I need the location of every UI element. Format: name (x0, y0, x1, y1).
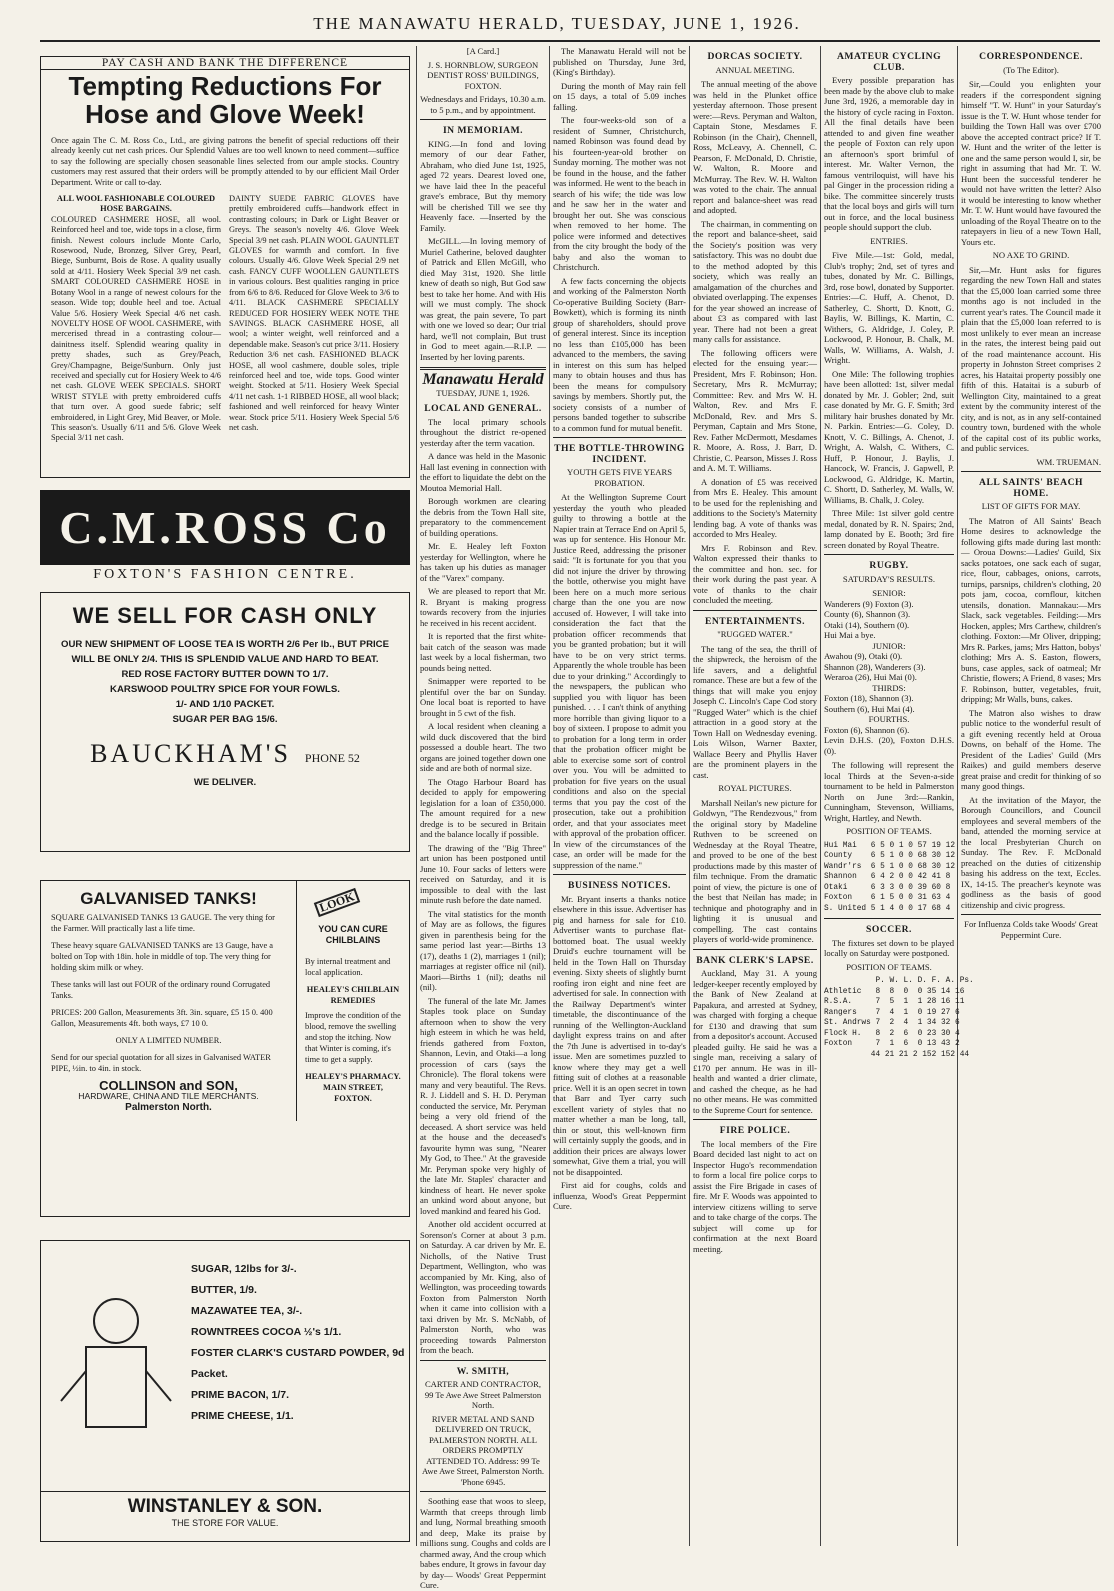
local-general-heading: LOCAL AND GENERAL. (424, 403, 542, 414)
letter-signature: NO AXE TO GRIND. (992, 250, 1070, 260)
news-paragraph: The fixtures set down to be played locally on Saturday were postponed. (824, 937, 954, 958)
news-paragraph: The Manawatu Herald will not be published on Thursday, June 3rd, (King's Birthday). (553, 46, 686, 77)
column-divider (689, 46, 690, 1546)
masthead-rule (40, 40, 1100, 42)
store-name: BAUCKHAM'S (90, 739, 291, 768)
column-2 (420, 46, 546, 1590)
news-paragraph: The Matron also wishes to draw public notice to the wonderful result of a gift evening recently held at Oroua Downs, on behalf of the Home. The President of the Ladies' Guild (Mrs Raikes) and guild members deserve great praise and credit for thinking of so many good things. (961, 707, 1101, 791)
soccer-table: P. W. L. D. F. A. Ps. Athletic 8 8 0 0 35 14 16 R.S.A. 7 5 1 1 28 16 11 Rangers 7 4 1 0 19 27 6 St. Andrws 7 2 4 1 34 32 6 Flock H. 8 2 6 0 23 30 4 Foxton 7 1 6 0 13 43 2 44 21 21 2 152 152 44 (824, 977, 974, 1059)
dentist-hours: Wednesdays and Fridays, 10.30 a.m. to 5 p.m., and by appointment. (420, 94, 546, 115)
rugby-result: Otaki (14), Southern (0). (824, 619, 910, 630)
news-paragraph: The local primary schools throughout the district re-opened yesterday after the term vacation. (420, 416, 546, 448)
cash-line: 1/- AND 1/10 PACKET. (175, 699, 275, 710)
grocery-item: MAZAWATEE TEA, 3/-. (191, 1305, 303, 1317)
column-3 (553, 46, 686, 1546)
news-paragraph: The annual meeting of the above was held in the Plunket office yesterday afternoon. Those present were:—Revs. Peryman and Walton, Captain Stone, Mesdames F. Robinson (in the Chair), Chennell, Ross, McLeavy, A. Chennell, C. Pearson, F. McDonald, D. Christie, W. Walton, R. Moore and McMurray. The Rev. W. H. Walton was voted to the chair. The annual report and balance-sheet was read and adopted. (693, 79, 817, 215)
news-paragraph: The local members of the Fire Board decided last night to act on Inspector Hugo's recommendation to form a local fire police corps to assist the Fire Brigade in cases of fire. Mr F. Woods was appointed to interview citizens willing to serve and to take charge of the corps. The subject will come up for confirmation at the next Board meeting. (693, 1138, 817, 1254)
issue-date: TUESDAY, JUNE 1, 1926. (436, 387, 530, 398)
bank-clerk-heading: BANK CLERK'S LAPSE. (696, 954, 814, 966)
fire-police-heading: FIRE POLICE. (719, 1125, 791, 1136)
smith-body: RIVER METAL AND SAND DELIVERED ON TRUCK, PALMERSTON NORTH. ALL ORDERS PROMPTLY ATTENDED TO. Address: 99 Te Awe Awe Street, Palmerston North. 'Phone 6945. (421, 1413, 545, 1487)
hose-bargains-text: COLOURED CASHMERE HOSE, all wool. Reinforced heel and toe, wide tops in a close, firm finish. Newest colours include Monte Carlo, Rosewood, Nude, Bronzeg, Silver Grey, Pearl, Biege, Sunburnt, Bois de Rose. A quality usually sold at 4/11. Hosiery Week Special 3/9 net cash. SMART COLOURED CASHMERE HOSE in Botany Wool in a range of newest colours for the season. Wide top; double heel and toe. Actual Value 5/6. Hosiery Week Special 4/6 net cash. NOVELTY HOSE OF WOOL CASHMERE, with mercerised thread in a contrasting colour—dainitness itself. Splendid wearing quality in pretty shades, such as Grey/Peach, Grey/Champagne, Beige/Sunburn. Only just received and specially cut for Hosiery Week to 4/6 net cash. GLOVE WEEK SPECIALS. SHORT WRIST STYLE with pretty embroidered cuffs that turn over. A good suede fabric; self embroidered, in Light Grey, Mid Beaver, or Mole. This season's. Usually 6/11 and 5/6. Glove Week Special 3/11 net cash. (51, 214, 221, 443)
column-6 (961, 46, 1101, 1546)
rugby-result: Shannon (28), Wanderers (3). (824, 661, 926, 672)
dorcas-heading: DORCAS SOCIETY. (707, 51, 803, 62)
soccer-position-heading: POSITION OF TEAMS. (846, 961, 932, 972)
rugby-result: THIRDS: (872, 682, 906, 693)
news-paragraph: The following will represent the local Thirds at the Seven-a-side tournament to be held in Palmerston North on June 3rd:—Rankin, Cunningham, Stevenson, Williams, Wright, Hartley, and Newth. (824, 760, 954, 823)
rugby-heading: RUGBY. (869, 560, 909, 571)
card-label: [A Card.] (466, 46, 500, 56)
memoriam-entry: KING.—In fond and loving memory of our dear Father, Abraham, who died June 1st, 1925, aged 72 years. Dearest loved one, we have laid thee In the peaceful grave's embrace, But thy memory will be cherished Till we see thy Heavenly face. —Inserted by the Family. (420, 138, 546, 233)
rugby-result: Foxton (6), Shannon (6). (824, 724, 910, 735)
entertainments-heading: ENTERTAINMENTS. (704, 615, 805, 627)
business-notices-heading: BUSINESS NOTICES. (568, 880, 671, 891)
bottle-heading: THE BOTTLE-THROWING INCIDENT. (554, 443, 685, 465)
news-paragraph: At the invitation of the Mayor, the Borough Councillors, and Council employees and several members of the band, attended the morning service at the local Presbyterian Church on Sunday. The Rev. F. McDonald preached on the duties of citizenship basing his address on the text, Eccles. IX, 14-15. The preacher's keynote was godliness as the basis of good citizenship and civic progress. (961, 794, 1101, 910)
soccer-heading: SOCCER. (866, 924, 912, 935)
column-divider (416, 46, 417, 1546)
royal-pictures-heading: ROYAL PICTURES. (718, 783, 792, 793)
column-divider (957, 46, 958, 1546)
dorcas-subheading: ANNUAL MEETING. (715, 64, 795, 75)
entries-heading: ENTRIES. (870, 235, 908, 246)
letter-paragraph: Sir,—Could you enlighten your readers if the correspondent signing himself "T. W. Hunt" in your Saturday's issue is the T. W. Hunt whose tender for building the Town Hall was over £700 above the accepted contract price? If T. W. Hunt and the writer of the letter is one and the same person would I, sir, be right in assuming that had Mr. T. W. Hunt been the successful tenderer he would not have written the letter? Also it would be interesting to know whether Mr. T. W. Hunt would have favoured the unloading of the Royal Theatre on to the ratepayers in lieu of a new Town Hall, Yours etc. (961, 79, 1101, 247)
cash-line: RED ROSE FACTORY BUTTER DOWN TO 1/7. (121, 669, 329, 680)
news-paragraph: Five Mile.—1st: Gold, medal, Club's trophy; 2nd, set of tyres and tubes, donated by Mr. C. Billings, 3rd, rose bowl, donated by Supporter. Entries:—C. Huff, A. Chenot, D. Satherley, C. Shortt, D. Knott, G. Baylis, W. Billings, K. Martin, C. Withers, G. Aldridge, J. Coley, P. Lockwood, P. Honour, B. Chalk, M. Walls, W. Williams, A. Walsh, J. Wright. (824, 250, 954, 365)
news-paragraph: Another old accident occurred at Sorenson's Corner at about 3 p.m. on Saturday. A car driven by Mr. E. Nicholls, of the Native Trust Department, Wellington, who was accompanied by Mr. King, also of Wellington, was proceeding towards Foxton from Palmerston North when it came into collision with a taxi driven by Mr. S. McNabb, of Palmerston North, who was proceeding towards Palmerston from the beach. (420, 1219, 546, 1355)
store-phone: PHONE 52 (304, 751, 360, 765)
column-divider (549, 46, 550, 1546)
winstanley-advert (40, 1240, 410, 1542)
news-paragraph: We are pleased to report that Mr. R. Bryant is making progress towards recovery from the injuries he received in his recent accident. (420, 586, 546, 628)
correspondence-heading: CORRESPONDENCE. (979, 51, 1083, 62)
entertainments-subheading: "RUGGED WATER." (717, 629, 793, 639)
healeys-remedies: HEALEY'S CHILBLAIN REMEDIES (306, 985, 400, 1005)
chilblain-treatment: By internal treatment and local application. (305, 957, 391, 977)
grocery-item: SUGAR, 12lbs for 3/-. (191, 1263, 297, 1275)
news-paragraph: Snimapper were reported to be plentiful over the bar on Sunday. One local boat is reported to have brought in 5 cwt of the fish. (420, 676, 546, 718)
cash-line: SUGAR PER BAG 15/6. (172, 714, 278, 725)
influenza-notice: For Influenza Colds take Woods' Great Peppermint Cure. (964, 919, 1098, 940)
dentist-card: J. S. HORNBLOW, SURGEON DENTIST ROSS' BUILDINGS, FOXTON. (427, 59, 539, 91)
news-paragraph: Borough workmen are clearing the debris from the Town Hall site, preparatory to the commencement of building operations. (420, 496, 546, 538)
cash-headline: WE SELL FOR CASH ONLY (72, 603, 378, 628)
tanks-headline: GALVANISED TANKS! (80, 889, 257, 908)
news-paragraph: The four-weeks-old son of a resident of Sumner, Christchurch, named Robinson was found dead by his fourteen-year-old brother on Sunday morning. The mother was not be found in the house, and the father was informed. He went to the beach in search of his wife; the tide was low and he saw her in the water and brought her out. She was conscious when removed to her home. The police were informed and detectives from the city brought the body of the baby and also the woman to Christchurch. (553, 115, 686, 272)
rugby-result: FOURTHS. (868, 714, 910, 724)
news-paragraph: Marshall Neilan's new picture for Goldwyn, "The Rendezvous," from the original story by Madeline Ruthven to be screened on Wednesday at the Royal Theatre, and proved to be one of the best productions made by this master of film technique. From the dramatic point of view, the picture is one of the best that Neilan has made; in technique and photography and in lighting it is unusual and compelling. The cast contains players of world-wide prominence. (693, 797, 817, 944)
news-paragraph: One Mile: The following trophies have been allotted: 1st, silver medal donated by Mr. J. Gobler; 2nd, suit case donated by Mr. G. F. Smith; 3rd military hair brushes donated by Mr. N. Parkin. Entries:—G. Coley, D. Knott, V. C. Billings, A. Chenot, J. Wright, A. Walsh, C. Withers, C. Huff, P. Honour, J. Baylis, J. Hancock, W. Francis, J. Gapwell, P. Lockwood, G. Aldridge, K. Martin, C. Shortt, D. Satherley, M. Walls, W. Williams, B. Chalk, J. Coley. (824, 368, 954, 505)
collinson-trade: HARDWARE, CHINA AND TILE MERCHANTS. (78, 1091, 259, 1101)
ross-tagline: FOXTON'S FASHION CENTRE. (93, 567, 357, 582)
memoriam-heading: IN MEMORIAM. (442, 125, 524, 136)
chilblain-body: Improve the condition of the blood, remove the swelling and stop the itching. Now that Winter is coming, it's time to get a supply. (305, 1011, 401, 1064)
news-paragraph: It is reported that the first white-bait catch of the season was made last week by a local fisherman, two pounds being netted. (420, 631, 546, 673)
collinson-town: Palmerston North. (125, 1102, 212, 1113)
cycling-heading: AMATEUR CYCLING CLUB. (836, 51, 942, 73)
rugby-result: Hui Mai a bye. (824, 630, 876, 640)
news-paragraph: A donation of £5 was received from Mrs E. Healey. This amount to be used for the replenishing and additions to the Society's Maternity lending bag. A vote of thanks was accorded to Mrs Healey. (693, 476, 817, 539)
news-paragraph: The chairman, in commenting on the report and balance-sheet, said the Society's position was very satisfactory. This was no doubt due to the method adopted by this society, which was really an amalgamation of the churches and obviated overlapping. The expenses for the year showed an increase of about £3 as compared with last year. There had not been a great many calls for assistance. (693, 218, 817, 344)
grocery-item: BUTTER, 1/9. (191, 1284, 257, 1296)
beach-home-heading: ALL SAINTS' BEACH HOME. (979, 477, 1083, 499)
column-divider (820, 46, 821, 1546)
nameplate: Manawatu Herald (422, 371, 544, 388)
ad-intro: Once again The C. M. Ross Co., Ltd., are giving patrons the benefit of special reductions off their already keenly cut net cash prices. Our Splendid Values are too well known to need comment—suffice to say the following are specially chosen seasonable lines selected from our ample stocks. Country customers may rest assured that their orders will be promptly attended to by our efficient Mail Order Department. Write or call to-day. (51, 136, 399, 187)
healeys-pharmacy: HEALEY'S PHARMACY. MAIN STREET, FOXTON. (305, 1072, 401, 1103)
news-paragraph: First aid for coughs, colds and influenza, Wood's Great Peppermint Cure. (553, 1180, 686, 1211)
collinson-name: COLLINSON and SON, (99, 1078, 238, 1093)
rugby-result: SENIOR: (872, 588, 906, 598)
masthead: THE MANAWATU HERALD, TUESDAY, JUNE 1, 1926. (313, 14, 801, 33)
grocery-item: PRIME CHEESE, 1/1. (191, 1410, 294, 1422)
news-paragraph: A few facts concerning the objects and working of the Palmerston North Co-operative Building Society (Barr-Bowkett), which is forming its ninth group of shareholders, should prove of general interest. Since its inception no less than £105,000 has been advanced to the members, the saving in interest on this sum has helped many to obtain houses and thus has been the means for compulsory savings by members. Shortly put, the society consists of a number of persons banded together to subscribe to a common fund for mutual benefit. (553, 275, 686, 433)
deliver-text: WE DELIVER. (193, 777, 257, 788)
smith-name: W. SMITH, (456, 1365, 510, 1377)
news-paragraph: The vital statistics for the month of May are as follows, the figures given in parenthesis being for the same period last year:—Births 13 (17), deaths 1 (2), marriages 1 (nil); marriages at register office nil (nil). Maori—Births 1 (nil); deaths nil (nil). (420, 908, 546, 992)
rugby-result: Weraroa (26), Hui Mai (0). (824, 672, 917, 682)
news-paragraph: The funeral of the late Mr. James Staples took place on Sunday afternoon when to show the very high esteem in which he was held, friends gathered from Foxton, Shannon, Levin, and Otaki—a long procession of cars (says the Chronicle). The floral tokens were many and very beautiful. The Revs. R. J. Liddell and S. H. D. Peryman conducted the service, Mr. Peryman being a very old friend of the deceased. A short service was held at the house and the deceased's favourite hymn was sung, "Nearer My God, to Thee." At the graveside Mr. Peryman spoke very highly of the late Mr. Staples' character and kindness of heart. He never spoke an unkind word about anyone, but loved mankind and feared his God. (420, 995, 546, 1216)
winstanley-tagline: THE STORE FOR VALUE. (171, 1518, 279, 1528)
glove-bargains-text: DAINTY SUEDE FABRIC GLOVES have prettily embroidered cuffs—handwork effect in contrasting colours; in Dark or Light Beaver or Greys. The season's novelty 4/6. Glove Week Special 3/9 net cash. PLAIN WOOL GAUNTLET GLOVES for warmth and comfort. In five colours. Usually 4/6. Glove Week Special 2/9 net cash. FANCY CUFF WOOLLEN GAUNTLETS in various colours. Best qualities ranging in price from 6/6 to 8/6. Reduced for Glove Week to 3/6 to 4/11. BLACK CASHMERE SPECIALLY REDUCED FOR HOSIERY WEEK NOTE THE SAVINGS. BLACK CASHMERE HOSE, all wool; a winter weight, well reinforced and a dependable make. Season's cut price 3/11. Hosiery Reduction 3/6 net cash. FASHIONED BLACK HOSE, all wool cashmere, double soles, triple reinforced heel and toe, wide tops. Good winter weight. Stocked at 5/11. Hosiery Week Special 4/11 net cash. 1-1 RIBBED HOSE, all wool black; fashioned and well reinforced for heavy Winter wear. Stock price 5/11. Hosiery Week Special 5/6 net cash. (229, 194, 399, 432)
ad-headline-2: Hose and Glove Week! (85, 99, 365, 129)
news-paragraph: Mr. Bryant inserts a thanks notice elsewhere in this issue. Advertiser has pig and harness for sale for £10. Advertiser wants to purchase flat-bottomed boat. The usual weekly Druid's euchre tournament will be held in the Town Hall on Thursday evening. Sixty sheets of slightly burnt roofing iron eight and nine feet are advertised for sale. In connection with the Railway Department's winter timetable, the discontinuance of the running of the Wellington-Auckland daylight express trains on and after the 7th June is advertised in to-day's issue. Men are sometimes puzzled to know where they may get a well fitting suit of clothes at a reasonable price. Well it is an open secret in town that Barr and Tyer carry such excellent variety of styles that no matter whether a man be long, tall, thin or stout, this well-known firm will certainly supply the goods, and in addition their prices are always lower somewhat, Give them a trial, you will not be disappointed. (553, 893, 686, 1177)
grocery-item: ROWNTREES COCOA ½'s 1/1. (191, 1326, 342, 1338)
bauckhams-advert (40, 592, 410, 852)
rugby-subheading: SATURDAY'S RESULTS. (842, 573, 936, 584)
ross-logo: C.M.ROSS Co (40, 490, 410, 565)
news-paragraph: During the month of May rain fell on 15 days, a total of 5.09 inches falling. (553, 80, 686, 112)
rugby-table: Hui Mai 6 5 0 1 0 57 19 12 County 6 5 1 0 0 68 30 12 Wandr'rs 6 5 1 0 0 68 30 12 Shannon 6 4 2 0 0 42 41 8 Otaki 6 3 3 0 0 39 60 8 Foxton 6 1 5 0 0 31 63 4 S. United 5 1 4 0 0 17 68 4 (824, 841, 956, 913)
rugby-position-heading: POSITION OF TEAMS. (846, 826, 932, 836)
news-paragraph: The Matron of All Saints' Beach Home desires to acknowledge the following gifts made during last month:— Oroua Downs:—Ladies' Guild, Six sacks potatoes, one sack each of sugar, rice, flour, cabbages, onions, carrots, turnips, parsnips, children's clothing, 20 pots jam, cocoa, cornflour, kitchen utensils, donation. Mannakau:—Mrs Slack, sack vegetables. Feilding:—Mrs Hocken, apples; Mrs Carthew, children's clothing. Foxton:—Mr Oliver, dripping; Mrs R. Parkes, jams; Mrs Hatton, bobys' clothing; Mrs A. S. Easton, flowers, buns, case apples, sack of oatmeal; Mr Christie, flowers; A Friend, 8 vases; Mrs F. Robinson, butter, vegetables, fruit, dripping; Mr Walls, buns, cakes. (961, 515, 1101, 704)
cash-line: OUR NEW SHIPMENT OF LOOSE TEA IS WORTH 2/6 Per lb., BUT PRICE (61, 639, 389, 650)
correspondence-subheading: (To The Editor). (1003, 64, 1059, 75)
tanks-prices: PRICES: 200 Gallon, Measurements 3ft. 3in. square, £5 15 0. 400 Gallon, Measurements 4ft. both ways, £7 10 0. (51, 1008, 273, 1028)
column-4 (693, 46, 817, 1546)
hose-heading: ALL WOOL FASHIONABLE COLOURED HOSE BARGAINS. (56, 194, 216, 214)
rugby-result: Awahou (9), Otaki (0). (824, 651, 903, 661)
beach-home-subheading: LIST OF GIFTS FOR MAY. (981, 501, 1081, 511)
news-paragraph: The tang of the sea, the thrill of the shipwreck, the heroism of the life savers, and a delightful romance. These are but a few of the things that will make you enjoy Joseph C. Lincoln's Cape Cod story "Rugged Water" which is the chief attraction in a good story at the Town Hall on Wednesday evening. Lois Wilson, Warner Baxter, Wallace Beery and Phyllis Haver are the prominent players in the cast. (693, 643, 817, 780)
peppermint-poem: Soothing ease that woos to sleep, Warmth that creeps through limb and lung, Normal breathing smooth and deep, Make its praise by millions sung. Coughs and colds are charmed away, And the croup which babes endure, It grows in favour day by day— Woods' Great Peppermint Cure. (420, 1496, 546, 1590)
news-paragraph: Mrs F. Robinson and Rev. Walton expressed their thanks to the committee and hon. sec. for their work during the past year. A vote of thanks to the chair concluded the meeting. (693, 542, 817, 605)
news-paragraph: A dance was held in the Masonic Hall last evening in connection with the effort to liquidate the debt on the Moutoa Memorial Hall. (420, 451, 546, 493)
news-paragraph: Mr. E. Healey left Foxton yesterday for Wellington, where he has taken up his duties as manager of the "Varex" company. (420, 541, 546, 583)
news-paragraph: A local resident when cleaning a wild duck discovered that the bird possessed a double heart. The two organs are joined together down one side and are both of normal size. (420, 721, 546, 773)
look-sign: LOOK (314, 888, 360, 917)
tanks-pipe: Send for our special quotation for all sizes in Galvanised WATER PIPE, ½in. to 4in. in stock. (51, 1053, 271, 1073)
news-paragraph: The following officers were elected for the ensuing year:—President, Mrs F. Robinson; Hon. Secretary, Mrs R. McMurray; Committee: Rev. and Mrs W. H. Walton, Rev. and Mrs F. McDonald, Rev. and Mrs S. Peryman, Captain and Mrs Stone, Rev. Father McDermott, Mesdames R. Moore, A. Ross, J. Barr, D. Christie, C. Pearson, Misses J. Ross and A. M. T. Williams. (693, 347, 817, 473)
winstanley-name: WINSTANLEY & SON. (41, 1491, 409, 1518)
news-paragraph: Three Mile: 1st silver gold centre medal, donated by R. N. Spairs; 2nd, lamp donated by E. Booth; 3rd fire screen donated by Royal Theatre. (824, 508, 954, 550)
tanks-limited: ONLY A LIMITED NUMBER. (115, 1036, 222, 1045)
galvanised-tanks-advert (40, 880, 410, 1217)
rugby-result: Levin D.H.S. (20), Foxton D.H.S. (0). (824, 735, 954, 756)
ross-hose-glove-advert (40, 56, 410, 478)
rugby-result: Wanderers (9) Foxton (3). (824, 598, 914, 609)
grocery-item: FOSTER CLARK'S CUSTARD POWDER, 9d Packet. (191, 1347, 405, 1380)
smith-trade: CARTER AND CONTRACTOR, 99 Te Awe Awe Street Palmerston North. (424, 1379, 542, 1410)
news-paragraph: At the Wellington Supreme Court yesterday the youth who pleaded guilty to throwing a bottle at the Napier train at Terrace End on April 5, was up for sentence. His Honour Mr. Justice Reed, addressing the prisoner said: "It is fortunate for you that you did not injure the driver by throwing the bottle, otherwise you might have been here on a much more serious charge than the one you are now accused of. However, I will take into consideration the fact that the probation officer recommends that you be granted probation; but it will have to be on very strict terms. Apparently the whole trouble has been due to your drinking." Accordingly to the newspapers, the publican who supplied you with liquor has been punished. . . . I can't think of anything more horrible than giving liquor to a boy of sixteen. I propose to admit you to probation for a long term in order that the probation officer might be able to exercise some sort of control over you. You will be admitted to probation for five years on the usual conditions and also on the special terms that you pay the cost of the prosecution, take out a prohibition order, and that your associates meet with approval of the probation officer. In view of the circumstances of the case, an order will be made for the suppression of the name." (553, 492, 686, 870)
column-5 (824, 46, 974, 1546)
ad-headline: Tempting Reductions For (68, 71, 382, 101)
rugby-result: JUNIOR: (872, 640, 906, 651)
grocery-item: PRIME BACON, 1/7. (191, 1389, 290, 1401)
letter-paragraph: Sir,—Mr. Hunt asks for figures regarding the new Town Hall and states that the £5,000 loan carried some three months ago is not included in the current year's rates. The Council made it plain that the £5,000 loan referred to is most unlikely to ever mean an increase in the rates, the interest being paid out of the road maintenance account. His property in Johnston Street comprises 2 acres, his Hataitai property possibly one fifth of this. Hataitai is a suburb of Wellington City, maintained to a great extent by the community interest of the city, and is not, as in any self-contained country town, burdened with the whole of the capital cost of its public works, and public services. (961, 264, 1101, 453)
chilblain-headline: YOU CAN CURE CHILBLAINS (318, 924, 388, 945)
rugby-result: County (6), Shannon (3). (824, 609, 911, 619)
ad-banner: PAY CASH AND BANK THE DIFFERENCE (41, 57, 409, 70)
bottle-subheading: YOUTH GETS FIVE YEARS PROBATION. (567, 467, 672, 488)
news-paragraph: The drawing of the "Big Three" art union has been postponed until June 10. Four sacks of letters were received on Saturday, and it is impossible to deal with the last minute rush before the date named. (420, 842, 546, 905)
news-paragraph: The Otago Harbour Board has decided to apply for empowering legislation for a loan of £350,000. The amount required for a new dredge is to be secured in Britain and the balance locally if possible. (420, 776, 546, 839)
cash-line: KARSWOOD POULTRY SPICE FOR YOUR FOWLS. (110, 684, 340, 695)
grocer-illustration (56, 1281, 176, 1451)
tanks-body: These tanks will last out FOUR of the ordinary round Corrugated Tanks. (51, 980, 271, 1000)
letter-signature: WM. TRUEMAN. (1036, 456, 1101, 467)
memoriam-entry: McGILL.—In loving memory of Muriel Catherine, beloved daughter of Patrick and Ellen McGill, who died May 31st, 1920. She little knew of death so nigh, But God saw best to take her home. And with His will we must comply. The shock was great, the pain severe, To part with one we loved so dear; Our trial hard, we'll not complain, But trust in God to meet again.—R.I.P. —Inserted by her loving parents. (420, 236, 546, 362)
news-paragraph: Every possible preparation has been made by the above club to make June 3rd, 1926, a memorable day in the history of cycle racing in Foxton. All the final details have been attended to and given fine weather the people of Foxton can rely upon an afternoon's sport brimful of interest. Mr. Walter Vernon, the famous ventriloquist, will have his pal Ginger in the procession riding a bike. The committee sincerely trusts that the local boys and girls will turn out in force, and the local business people should support the club. (824, 75, 954, 232)
rugby-result: Foxton (18), Shannon (3). (824, 693, 914, 703)
cash-line: WILL BE ONLY 2/4. THIS IS SPLENDID VALUE AND HARD TO BEAT. (71, 654, 379, 665)
rugby-result: Southern (6), Hui Mai (4). (824, 703, 915, 714)
news-paragraph: Auckland, May 31. A young ledger-keeper recently employed by the Bank of New Zealand at Papakura, and arrested at Sydney, was charged with forging a cheque for £130 and drawing that sum from a depositor's account. Accused pleaded guilty. He said he was a single man, receiving a salary of £170 per annum. He was in ill-health and wanted a drier climate, and cashed the cheque, as he had no other means. He was committed to the Supreme Court for sentence. (693, 968, 817, 1115)
tanks-body: SQUARE GALVANISED TANKS 13 GAUGE. The very thing for the Farmer. Will practically last a life time. (51, 913, 275, 933)
tanks-body: These heavy square GALVANISED TANKS are 13 Gauge, have a bolted on Top with 18in. hole in middle of top. The very thing for holding skim milk or whey. (51, 941, 273, 972)
